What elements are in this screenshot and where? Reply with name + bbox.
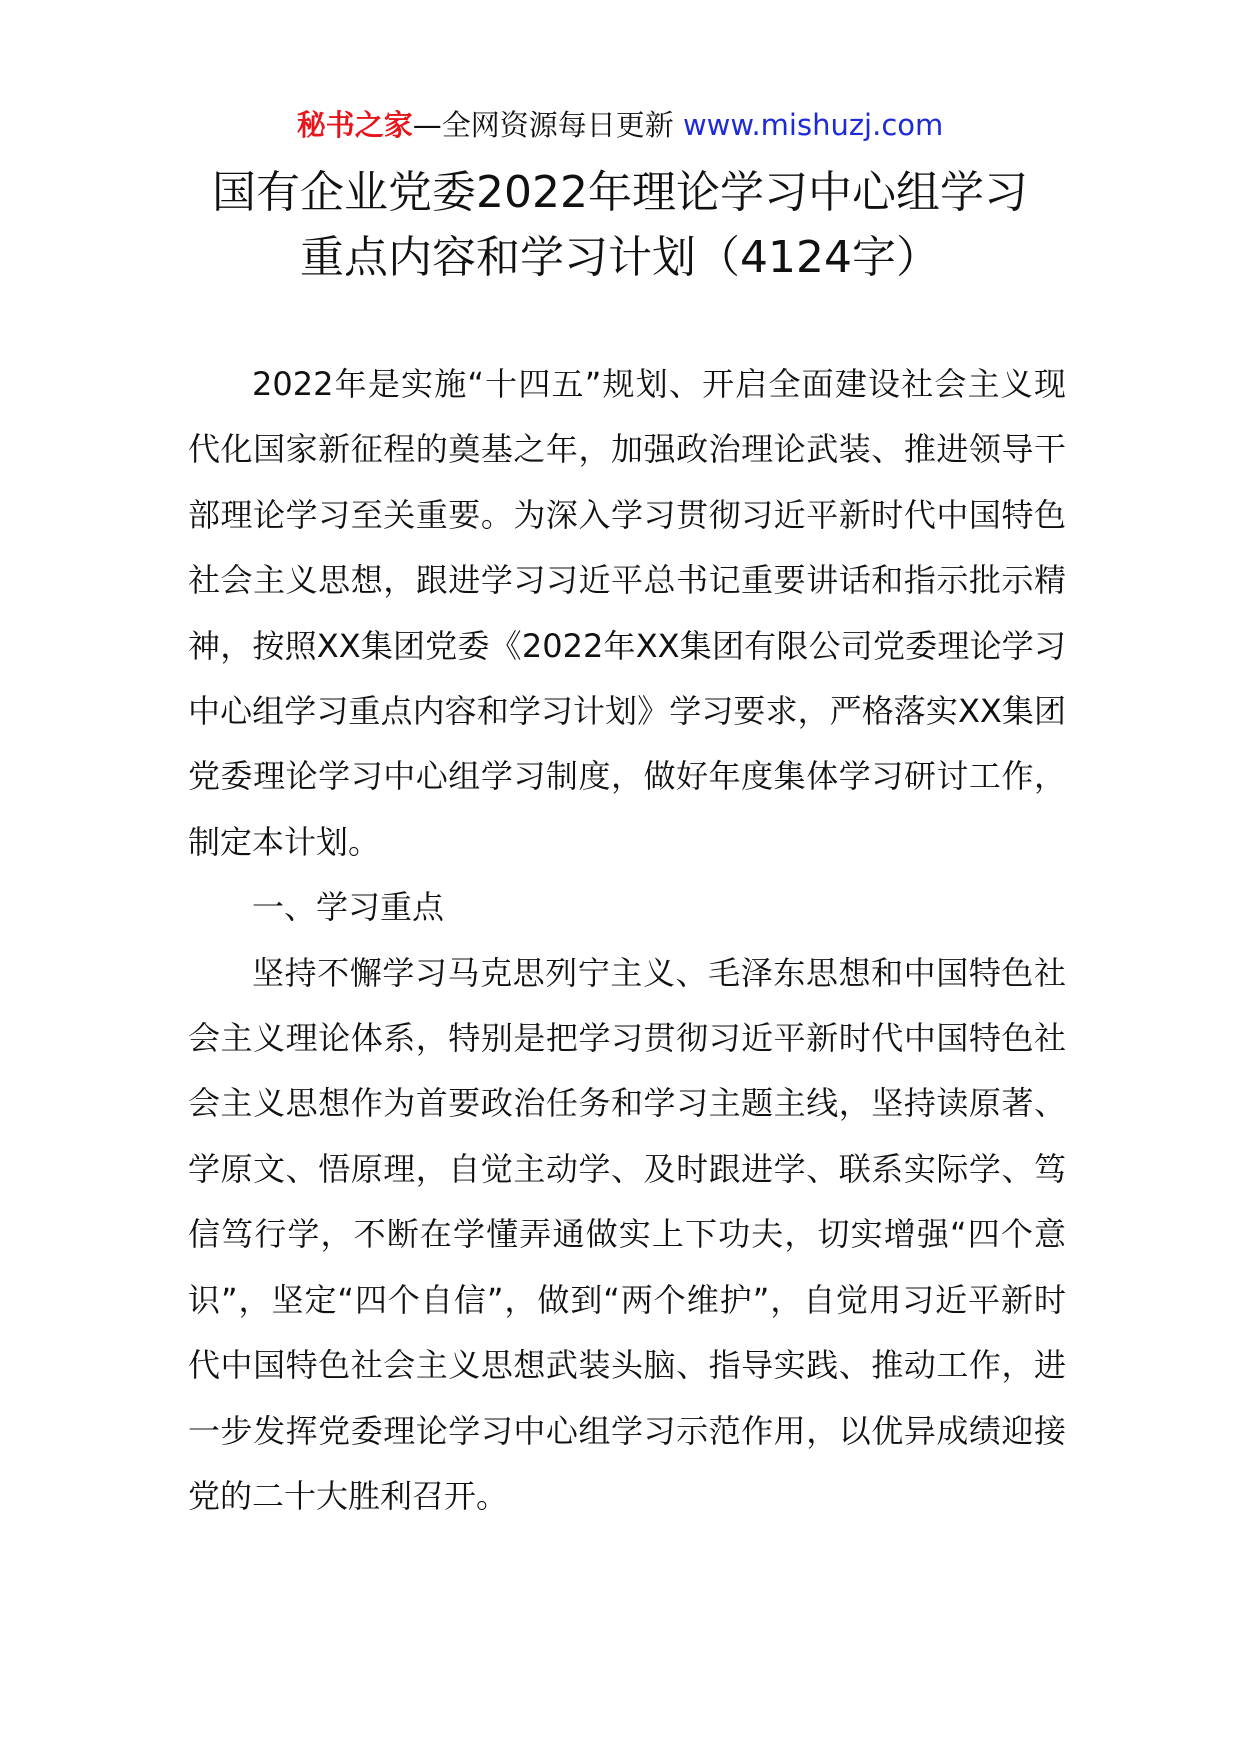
body-paragraph: 坚持不懈学习马克思列宁主义、毛泽东思想和中国特色社会主义理论体系，特别是把学习贯彻习近平新时代中国特色社会主义思想作为首要政治任务和学习主题主线，坚持读原著、学原文、悟原理，自觉主动学、及时跟进学、联系实际学、笃信笃行学，不断在学懂弄通做实上下功夫，切实增强“四个意识”，坚定“四个自信”，做到“两个维护”，自觉用习近平新时代中国特色社会主义思想武装头脑、指导实践、推动工作，进一步发挥党委理论学习中心组学习示范作用，以优异成绩迎接党的二十大胜利召开。 [188, 953, 1066, 1515]
document-title [140, 160, 1100, 290]
site-header [0, 100, 1240, 150]
title-line-1: 国有企业党委2022年理论学习中心组学习 [212, 167, 1028, 218]
section-heading: 一、学习重点 [252, 888, 445, 927]
header-tagline: —全网资源每日更新 [412, 108, 683, 142]
intro-paragraph: 2022年是实施“十四五”规划、开启全面建设社会主义现代化国家新征程的奠基之年，加强政治理论武装、推进领导干部理论学习至关重要。为深入学习贯彻习近平新时代中国特色社会主义思想，跟进学习习近平总书记重要讲话和指示批示精神，按照XX集团党委《2022年XX集团有限公司党委理论学习中心组学习重点内容和学习计划》学习要求，严格落实XX集团党委理论学习中心组学习制度，做好年度集体学习研讨工作，制定本计划。 [188, 365, 1066, 861]
title-line-2: 重点内容和学习计划（4124字） [300, 232, 940, 283]
site-url-link[interactable]: www.mishuzj.com [682, 108, 944, 142]
brand-name: 秘书之家 [296, 108, 413, 142]
document-body [188, 352, 1066, 1529]
